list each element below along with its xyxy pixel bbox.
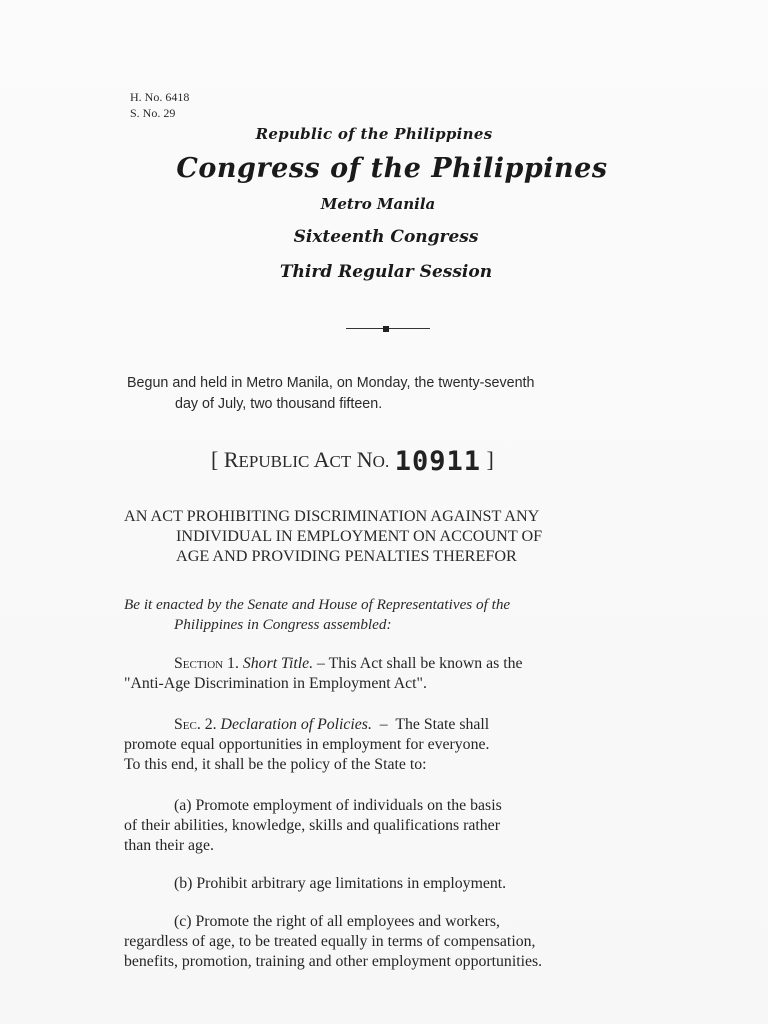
section-2-line-2: promote equal opportunities in employment for everyone. (124, 736, 490, 753)
section-2-heading: Sec. 2. (174, 716, 217, 733)
begun-line-2: day of July, two thousand fifteen. (175, 396, 383, 412)
section-2-text: – The State shall (371, 716, 490, 733)
section-2-line-3: To this end, it shall be the policy of the State to: (124, 756, 427, 773)
senate-bill-number: S. No. 29 (130, 106, 176, 120)
close-bracket: ] (486, 447, 494, 472)
section-1-text: – This Act shall be known as the (313, 655, 523, 672)
item-c-line-2: regardless of age, to be treated equally in terms of compensation, (124, 933, 536, 950)
congress-heading: Congress of the Philippines (176, 153, 608, 184)
act-title-line-2: INDIVIDUAL IN EMPLOYMENT ON ACCOUNT OF (176, 527, 543, 545)
section-2 (124, 715, 648, 775)
begun-statement (127, 373, 657, 415)
item-a-line-3: than their age. (124, 837, 214, 854)
item-a (124, 796, 648, 856)
house-bill-number: H. No. 6418 (130, 90, 190, 104)
republic-heading: Republic of the Philippines (255, 125, 493, 143)
act-title-line-3: AGE AND PROVIDING PENALTIES THEREFOR (176, 547, 517, 565)
act-title-line-1: AN ACT PROHIBITING DISCRIMINATION AGAINST ANY (124, 507, 540, 525)
congress-number-heading: Sixteenth Congress (293, 227, 479, 247)
enacting-line-1: Be it enacted by the Senate and House of Representatives of the (124, 596, 511, 613)
section-1 (124, 654, 648, 694)
item-c (124, 912, 648, 972)
section-1-subtitle: Short Title. (242, 655, 314, 672)
act-number: 10911 (394, 446, 481, 477)
session-heading: Third Regular Session (279, 262, 493, 282)
item-c-line-1: (c) Promote the right of all employees and workers, (174, 913, 500, 930)
section-1-heading: Section 1. (174, 655, 239, 672)
item-c-line-3: benefits, promotion, training and other employment opportunities. (124, 953, 543, 970)
item-a-line-1: (a) Promote employment of individuals on the basis (174, 797, 502, 814)
bill-numbers (130, 89, 189, 121)
ornamental-divider (346, 326, 430, 332)
act-title (124, 506, 654, 566)
republic-act-number (211, 446, 494, 477)
open-bracket: [ (211, 447, 219, 472)
section-1-line-2: "Anti-Age Discrimination in Employment Act". (124, 675, 427, 692)
location-heading: Metro Manila (320, 195, 436, 213)
item-b (124, 874, 648, 894)
section-2-subtitle: Declaration of Policies. (220, 716, 372, 733)
item-b-line-1: (b) Prohibit arbitrary age limitations in employment. (174, 875, 507, 892)
republic-act-label: REPUBLIC ACT NO. (223, 447, 390, 472)
enacting-clause (124, 595, 654, 635)
item-a-line-2: of their abilities, knowledge, skills and qualifications rather (124, 817, 500, 834)
enacting-line-2: Philippines in Congress assembled: (174, 616, 392, 633)
begun-line-1: Begun and held in Metro Manila, on Monday, the twenty-seventh (127, 375, 535, 391)
